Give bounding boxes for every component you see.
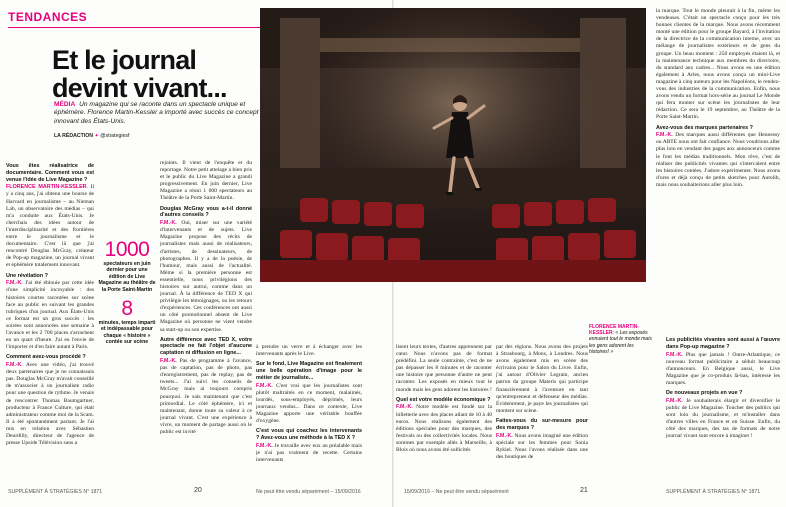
answer: F.M.-K. Je souhaiterais élargir et diversifier le public de Live Magazine. Toucher des publics qui sont loin du journalisme, et m'installer dans d'autres villes en France et en Suisse. Enfin, du côté des marques, des tas de formats de notre journal vivant sont encore à imaginer ! [666,397,780,440]
theater-photo [260,8,646,282]
question: Vous êtes réalisatrice de documentaire. Comment vous est venue l'idée de Live Magazine ? [6,163,94,183]
intro-tag: MÉDIA [54,101,76,108]
headline-line-2: devint vivant... [52,73,227,103]
question: Sur le fond, Live Magazine est finalement une belle opération d'image pour le métier de journaliste... [256,361,362,381]
answer: rejoints. Il vient de l'enquête et du reportage. Notre petit attelage a bien pris et le public du Live Magazine a grandi progressivement. En juin dernier, Live Magazine a réuni 1 000 spectateurs au Théâtre de la Porte Saint-Martin. [160,160,252,202]
question: Une révélation ? [6,272,48,279]
stat-box [98,240,156,352]
headline [52,46,252,102]
article-column-7 [666,334,780,482]
article-column-4 [396,344,492,482]
answer: F.M.-K. Plus que jamais ! Outre-Atlantique, ce nouveau format publicitaire a séduit beaucoup d'annonceurs. En Belgique aussi, le Live Magazine que je co-produis là-bas, intéresse les marques. [666,351,780,386]
article-column-6 [656,8,780,330]
caption-text: : « Les exposés ennuient tout le monde mais les gens adorent les histoires! » [589,330,652,355]
question: Faites-vous du sur-mesure pour des marques ? [496,417,588,431]
page-number-left: 20 [194,487,202,494]
footer-right: SUPPLÉMENT À STRATÉGIES N° 1871 [666,489,761,495]
intro-standfirst [54,101,264,126]
footer-left: SUPPLÉMENT À STRATÉGIES N° 1871 [8,489,103,495]
question: Autre différence avec TED X, votre spectacle ne fait l'objet d'aucune captation ni diffusion en ligne... [160,336,252,357]
answer: lisent leurs textes, d'autres apprennent par cœur. Nous n'avons pas de format prédéfini. La seule contrainte, c'est de ne pas dépasser les 8 minutes et de raconter une histoire que personne d'autre ne peut raconter. Les exposés en mieux tout le monde mais les gens adorent les histoires ! [396,344,492,393]
answer: FLORENCE MARTIN-KESSLER. Il y a cinq ans, j'ai obtenu une bourse de Harvard en journalisme – au Nieman Lab, un observatoire des médias – qui m'a conduite aux États-Unis. Je cherchais des idées autour de l'interdisciplinarité et des frontières entre le journalisme et le documentaire. C'est là que j'ai rencontré Douglas McGray, créateur de Pop-up magazine, un journal vivant et éphémère totalement innovant. [6,184,94,269]
question: Avez-vous des marques partenaires ? [656,124,753,131]
article-column-1 [6,160,94,482]
stat-number: 8 [121,297,133,321]
byline [54,133,264,139]
question: Comment avez-vous procédé ? [6,354,86,361]
answer: par des régions. Nous avons des projets à Strasbourg, à Mons, à Londres. Nous avons également mis en scène des écrivains pour le Salon du Livre. Enfin, j'ai autour d'Olivier Legrain, ancien patron du groupe Materis qui participe financièrement à l'aventure en tant qu'entrepreneur et défenseur des médias. Évidemment, je paye les journalistes qui montent sur scène. [496,344,588,414]
headline-line-1: Et le journal [52,45,197,75]
answer: la marque. Tout le monde pleurait à la fin, même les vendeuses. C'était un spectacle conçu pour les très bonnes clientes de la marque. Nous avons récemment monté une édition pour le groupe Bayard, à l'invitation de la directrice de la communication interne, avec un mélange de journalistes extérieurs et de gens du groupe. Un beau moment : 250 employés étaient là, et la maintenance technique aux membres du directoire, du standard aux cadres... Nous avons eu une édition également à Arles, nous avons conçu un mini-Live magazine à cinq auteurs pour les Napoléons, le rendez-vous des industries de la communication. Enfin, nous avons vendu un format hors-série au journal Le Monde qui fera monter sur scène les journalistes de leur rédaction. Ce sera le 19 septembre, au Théâtre de la Porte Saint-Martin. [656,8,780,121]
footer-mid-right: 15/09/2016 – Ne peut être vendu séparément [404,489,509,495]
stat-text: minutes, temps imparti et indépassable pour chaque « histoire » contée sur scène [98,320,156,346]
question: Douglas McGray vous a-t-il donné d'autres conseils ? [160,205,252,219]
page-number-right: 21 [580,487,588,494]
answer: F.M.-K. Oui, miser sur une variété d'intervenants et de sujets. Live Magazine propose des récits de journalistes mais aussi de réalisateurs, d'artistes, de dessinateurs, de photographes. Il y a de la poésie, de l'humour, mais aussi de l'actualité. Même si la première personne est essentielle, nous privilégions des histoires sur autrui, comme dans un journal. À la différence de TED X qui privilégie les témoignages, ou les retours d'expériences. Ces conférences ont aussi un côté promotionnel absent de Live Magazine où personne ne vient vendre sa start-up ou son expertise. [160,220,252,333]
caption-name: FLORENCE MARTIN-KESSLER [589,324,639,337]
article-column-3 [256,344,362,482]
intro-text: Un magazine qui se raconte dans un spectacle unique et éphémère. Florence Martin-Kessler a importé avec succès ce concept innovant des États-Unis. [54,101,259,125]
question: De nouveaux projets en vue ? [666,390,743,397]
answer: F.M.-K. Avec une vidéo, j'ai trouvé deux partenaires que je ne connaissais pas. Douglas McGray m'avait conseillé de m'associer à un journaliste radio pour une question de rythme. Je venais de rencontrer Thomas Baumgartner, producteur à France Culture, qui était administrateur comme moi de la Scam. Il a été spontanément partant. Je l'ai mis en relation avec Sébastien Deurdilly, directeur de l'agence de presse Upside Télévision sans a [6,362,94,447]
question: Quel est votre modèle économique ? [396,396,491,403]
answer: F.M.-K. Notre modèle est fondé sur la billetterie avec des places allant de 10 à 40 euros. Nous réalisons également des éditions spéciales pour des marques, des festivals ou des collectivités locales. Nous sommes par exemple allés à Marseille, à Blois où nous avons été sollicités [396,404,492,454]
answer: F.M.-K. J'ai été éblouie par cette idée d'une simplicité incroyable : des histoires courtes racontées sur scène face au public en suivant les grandes rubriques d'un journal. Aux États-Unis ce format est un gros succès : les soirées sont annoncées une semaine à l'avance et les 2 700 places s'arrachent en un quart d'heure. J'ai eu l'envie de l'importer et d'en faire autant à Paris. [6,280,94,351]
question: Les publicités vivantes sont aussi à l'œuvre dans Pop-up magazine ? [666,337,780,350]
twitter-bird-icon: ✦ [94,133,99,139]
stat-text: spectateurs en juin dernier pour une édition de Live Magazine au théâtre de la Porte Saint-Martin [98,261,156,293]
byline-twitter: @strategiesf [100,133,130,139]
answer: F.M.-K. Des marques aussi différentes que Hennessy ou ARTE nous ont fait confiance. Nous voudrions aller plus loin en vendant des pages aux annonceurs comme le font les médias traditionnels. Mon rêve, c'est de réaliser des publicités vivantes qui s'intercalent entre les histoires contées. J'adore expérimenter. Nous avons d'ores et déjà conçu de petits sketches pour Autolib, mais nous souhaiterions aller plus loin. [656,132,780,188]
answer: F.M.-K. Pas de programme à l'avance, pas de captation, pas de photo, pas d'enregistrement, pas de replay, pas de tweets... J'ai suivi les conseils de McGray mais ai toujours compris pourquoi. Je sais maintenant que c'est primordial. Le côté éphémère, ici et maintenant, donne toute sa valeur à ce journal vivant. C'est une expérience à vivre, un moment de partage aussi où le public est invité [160,358,252,435]
answer: à prendre un verre et à échanger avec les intervenants après le Live. [256,344,362,358]
theater-illustration [260,8,646,282]
article-column-5 [496,344,588,482]
question: C'est vous qui coachez les intervenants ? Avez-vous une méthode à la TED X ? [256,428,362,441]
answer: F.M.-K. Nous avons imaginé une édition spéciale sur les femmes pour Sonia Rykiel. Nous l'avons réalisée dans une des boutiques de [496,432,588,460]
section-label: TENDANCES [8,10,88,24]
answer: F.M.-K. C'est vrai que les journalistes sont plutôt maltraités en ce moment, malaimés, lourdés, sous-employés, déprimés, leurs journaux vendus... Dans ce contexte, Live Magazine apporte une véritable bouffée d'oxygène. [256,382,362,425]
answer: F.M.-K. Je travaille avec eux au préalable mais je n'ai pas vraiment de recette. Certains intervenants [256,442,362,463]
byline-label: LA RÉDACTION [54,133,93,139]
article-column-2 [160,160,252,482]
author-name: FLORENCE MARTIN-KESSLER [6,184,87,191]
photo-caption [589,324,653,355]
footer-mid-left: Ne peut être vendu séparément – 15/09/2016 [256,489,361,495]
stat-number: 1000 [104,238,150,261]
